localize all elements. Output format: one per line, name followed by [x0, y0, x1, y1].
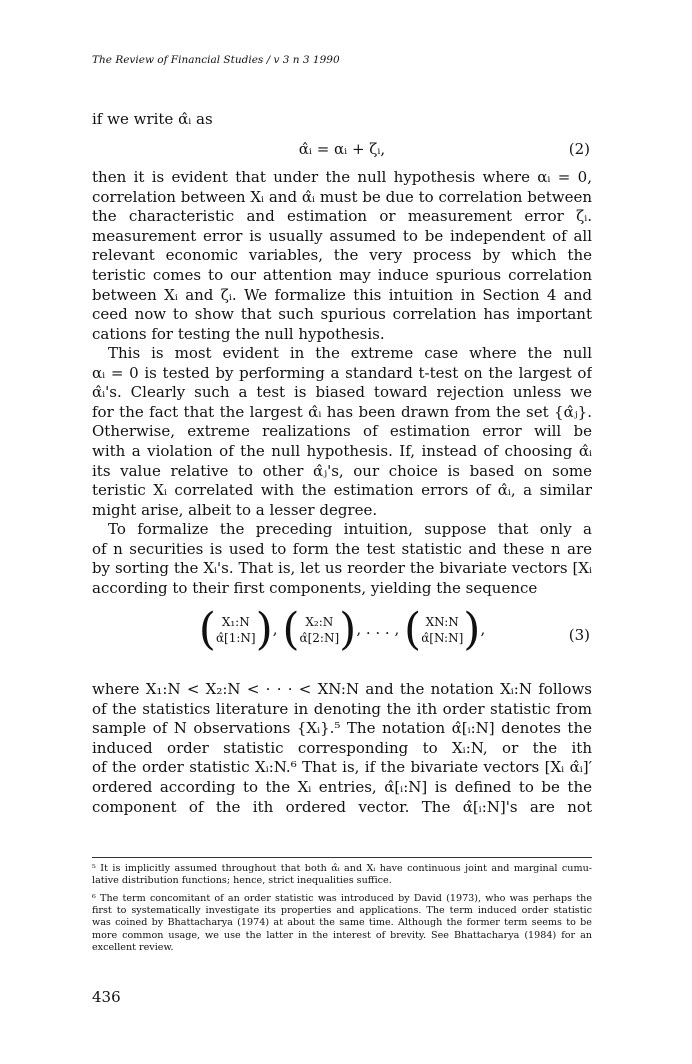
para1-line: between Xᵢ and ζᵢ. We formalize this intuition in Section 4 and	[92, 285, 592, 304]
footnote-6-line: excellent review.	[92, 941, 174, 953]
vector-1	[216, 614, 256, 646]
vector-2-top: X₂:N	[305, 615, 334, 629]
page-number: 436	[92, 988, 121, 1006]
para4-line: of the order statistic Xᵢ:N.⁶ That is, if the bivariate vectors [Xᵢ α̂ᵢ]′	[92, 758, 592, 777]
para2-line: αᵢ = 0 is tested by performing a standard t-test on the largest of	[92, 363, 592, 382]
para3-line: of n securities is used to form the test statistic and these n are	[92, 539, 592, 558]
para3-line: To formalize the preceding intuition, suppose that only a	[108, 520, 592, 538]
footnote-5	[92, 863, 592, 887]
para3-line: by sorting the Xᵢ's. That is, let us reorder the bivariate vectors [Xᵢ	[92, 559, 592, 578]
para2-line: for the fact that the largest α̂ᵢ has been drawn from the set {α̂ⱼ}.	[92, 402, 592, 421]
para1-line: cations for testing the null hypothesis.	[92, 324, 385, 343]
equation-2-number: (2)	[568, 140, 590, 158]
para4-line: ordered according to the Xᵢ entries, α̂[ᵢ:N] is defined to be the	[92, 777, 592, 796]
intro-line	[92, 110, 592, 130]
equation-3	[92, 604, 592, 664]
vector-n-bottom: α̂[N:N]	[421, 631, 464, 645]
footnote-6-line: was coined by Bhattacharya (1974) at about the same time. Although the former term seems to be	[92, 917, 592, 929]
vector-2	[299, 614, 339, 646]
equation-2-body: α̂ᵢ = αᵢ + ζᵢ,	[298, 140, 386, 158]
para1-line: correlation between Xᵢ and α̂ᵢ must be due to correlation between	[92, 187, 592, 206]
equation-3-number: (3)	[568, 626, 590, 644]
para4-line: of the statistics literature in denoting the ith order statistic from	[92, 699, 592, 718]
vector-1-top: X₁:N	[221, 615, 250, 629]
paragraph-3	[92, 520, 592, 598]
paragraph-1	[92, 168, 592, 344]
para2-line: its value relative to other α̂ⱼ's, our choice is based on some	[92, 461, 592, 480]
paragraph-4	[92, 680, 592, 817]
journal-header: The Review of Financial Studies / v 3 n 3 1990	[92, 54, 340, 66]
para4-line: where X₁:N < X₂:N < · · · < XN:N and the notation Xᵢ:N follows	[92, 680, 592, 698]
equation-3-separator: , . . . ,	[356, 620, 400, 638]
para4-line: component of the ith ordered vector. The α̂[ᵢ:N]'s are not	[92, 797, 592, 816]
vector-n	[421, 614, 463, 646]
para2-line: with a violation of the null hypothesis. If, instead of choosing α̂ᵢ	[92, 441, 592, 460]
para4-line: sample of N observations {Xᵢ}.⁵ The notation α̂[ᵢ:N] denotes the	[92, 719, 592, 738]
footnote-6-line: first to systematically investigate its properties and applications. The term induced order statistic	[92, 905, 592, 917]
para3-line: according to their first components, yielding the sequence	[92, 578, 538, 597]
para1-line: ceed now to show that such spurious correlation has important	[92, 305, 592, 324]
footnote-5-line: ⁵ It is implicitly assumed throughout that both α̂ᵢ and Xᵢ have continuous joint and marginal cumu-	[92, 863, 592, 874]
footnote-5-line: lative distribution functions; hence, strict inequalities suffice.	[92, 875, 392, 887]
para1-line: the characteristic and estimation or measurement error ζᵢ.	[92, 207, 592, 226]
para2-line: might arise, albeit to a lesser degree.	[92, 500, 378, 519]
footnote-divider	[92, 857, 592, 858]
para1-line: teristic comes to our attention may induce spurious correlation	[92, 265, 592, 284]
para2-line: α̂ᵢ's. Clearly such a test is biased toward rejection unless we	[92, 383, 592, 402]
footnote-6-line: ⁶ The term concomitant of an order statistic was introduced by David (1973), who was perhaps the	[92, 893, 592, 904]
para2-line: This is most evident in the extreme case where the null	[108, 344, 592, 362]
vector-1-bottom: α̂[1:N]	[215, 631, 256, 645]
para4-line: induced order statistic corresponding to Xᵢ:N, or the ith	[92, 738, 592, 757]
vector-2-bottom: α̂[2:N]	[299, 631, 340, 645]
equation-3-body: ( X₁:N α̂[1:N] ), ( X₂:N α̂[2:N] ), . . . , ( XN:N α̂[N:N] ),	[198, 604, 486, 655]
para2-line: teristic Xᵢ correlated with the estimation errors of α̂ᵢ, a similar	[92, 481, 592, 500]
para1-line: relevant economic variables, the very process by which the	[92, 246, 592, 265]
vector-n-top: XN:N	[425, 615, 459, 629]
footnote-6-line: more common usage, we use the latter in the interest of brevity. See Bhattacharya (1984) for an	[92, 929, 592, 941]
paragraph-2	[92, 344, 592, 520]
para1-line: measurement error is usually assumed to be independent of all	[92, 226, 592, 245]
para2-line: Otherwise, extreme realizations of estimation error will be	[92, 422, 592, 441]
para1-line: then it is evident that under the null hypothesis where αᵢ = 0,	[92, 168, 592, 186]
intro-text: if we write α̂ᵢ as	[92, 110, 213, 128]
footnote-6	[92, 893, 592, 954]
